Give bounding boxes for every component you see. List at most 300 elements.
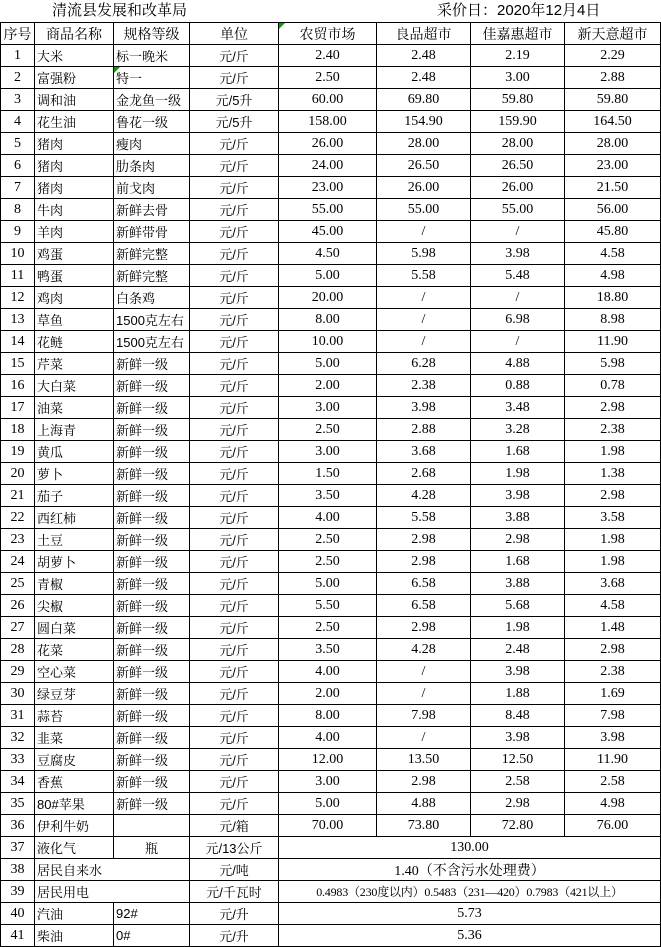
cell-unit-label: 元/斤 <box>219 401 249 416</box>
cell-product-name-label: 调和油 <box>37 93 77 108</box>
cell-product-name <box>35 903 114 925</box>
cell-price-xintianyi <box>565 793 661 815</box>
cell-product-name-label: 尖椒 <box>37 599 64 614</box>
cell-price-market-label: 70.00 <box>311 817 344 833</box>
cell-spec-grade <box>114 155 190 177</box>
cell-price-jiajiahui <box>471 639 565 661</box>
cell-price-xintianyi <box>565 815 661 837</box>
cell-price-market <box>279 221 377 243</box>
cell-product-name <box>35 595 114 617</box>
cell-price-market-label: 5.00 <box>315 575 340 591</box>
cell-spec-grade-label: 金龙鱼一级 <box>116 93 182 108</box>
cell-row-number-label: 20 <box>10 465 25 481</box>
cell-spec-grade <box>114 397 190 419</box>
cell-spec-grade <box>114 463 190 485</box>
cell-price-liangpin-label: 2.98 <box>411 773 436 789</box>
price-table-body <box>1 45 661 947</box>
cell-price-xintianyi <box>565 617 661 639</box>
cell-spec-grade-label: 特一 <box>116 71 143 86</box>
cell-unit <box>190 793 279 815</box>
cell-unit <box>190 331 279 353</box>
cell-price-market <box>279 177 377 199</box>
cell-price-jiajiahui <box>471 397 565 419</box>
cell-price-jiajiahui <box>471 353 565 375</box>
table-row <box>1 859 661 881</box>
cell-row-number <box>1 793 35 815</box>
cell-unit <box>190 837 279 859</box>
cell-spec-grade <box>114 507 190 529</box>
cell-price-xintianyi <box>565 727 661 749</box>
cell-product-name-label: 胡萝卜 <box>37 555 77 570</box>
column-header-1-label: 序号 <box>3 25 32 42</box>
cell-product-name-label: 茄子 <box>37 489 64 504</box>
cell-unit-label: 元/斤 <box>219 357 249 372</box>
cell-row-number-label: 12 <box>10 289 25 305</box>
cell-product-name <box>35 397 114 419</box>
cell-price-xintianyi-label: 76.00 <box>596 817 629 833</box>
cell-price-liangpin-label: 154.90 <box>404 113 443 129</box>
cell-price-liangpin <box>377 573 471 595</box>
cell-unit-label: 元/斤 <box>219 665 249 680</box>
cell-row-number-label: 4 <box>14 113 21 129</box>
cell-product-name <box>35 441 114 463</box>
table-row <box>1 353 661 375</box>
cell-product-name-label: 韭菜 <box>37 731 64 746</box>
cell-price-jiajiahui-label: 1.88 <box>505 685 530 701</box>
cell-row-number-label: 9 <box>14 223 21 239</box>
cell-price-liangpin <box>377 133 471 155</box>
cell-product-name <box>35 749 114 771</box>
cell-row-number-label: 25 <box>10 575 25 591</box>
cell-product-name <box>35 881 190 903</box>
cell-price-liangpin <box>377 199 471 221</box>
cell-row-number <box>1 265 35 287</box>
cell-price-jiajiahui <box>471 485 565 507</box>
cell-product-name <box>35 925 114 947</box>
cell-product-name-label: 居民自来水 <box>37 863 103 878</box>
cell-price-liangpin <box>377 683 471 705</box>
cell-row-number-label: 35 <box>10 795 25 811</box>
cell-price-market <box>279 45 377 67</box>
table-row <box>1 595 661 617</box>
cell-price-market <box>279 793 377 815</box>
table-row <box>1 485 661 507</box>
cell-product-name-label: 花生油 <box>37 115 77 130</box>
column-header-6 <box>377 23 471 45</box>
cell-price-market <box>279 287 377 309</box>
cell-spec-grade <box>114 265 190 287</box>
cell-price-jiajiahui <box>471 221 565 243</box>
cell-price-xintianyi <box>565 595 661 617</box>
cell-row-number <box>1 177 35 199</box>
cell-unit-label: 元/升 <box>219 907 249 922</box>
cell-row-number <box>1 111 35 133</box>
cell-price-xintianyi <box>565 155 661 177</box>
cell-price-market-label: 2.50 <box>315 421 340 437</box>
cell-row-number-label: 32 <box>10 729 25 745</box>
cell-price-jiajiahui-label: 28.00 <box>501 135 534 151</box>
cell-product-name-label: 豆腐皮 <box>37 753 77 768</box>
table-row <box>1 903 661 925</box>
cell-price-market <box>279 771 377 793</box>
cell-price-jiajiahui-label: 1.68 <box>505 443 530 459</box>
cell-spec-grade-label: 新鲜一级 <box>116 687 169 702</box>
price-table <box>0 22 661 947</box>
cell-product-name <box>35 419 114 441</box>
cell-row-number <box>1 507 35 529</box>
cell-unit <box>190 551 279 573</box>
cell-product-name-label: 圆白菜 <box>37 621 77 636</box>
cell-spec-grade-label: 新鲜一级 <box>116 357 169 372</box>
cell-product-name-label: 猪肉 <box>37 181 64 196</box>
cell-price-jiajiahui <box>471 199 565 221</box>
cell-product-name <box>35 243 114 265</box>
cell-unit-label: 元/斤 <box>219 599 249 614</box>
cell-spec-grade <box>114 617 190 639</box>
cell-row-number-label: 15 <box>10 355 25 371</box>
cell-row-number <box>1 771 35 793</box>
cell-price-jiajiahui <box>471 331 565 353</box>
cell-row-number <box>1 441 35 463</box>
cell-price-xintianyi <box>565 45 661 67</box>
cell-price-xintianyi <box>565 705 661 727</box>
cell-unit <box>190 749 279 771</box>
cell-product-name <box>35 617 114 639</box>
cell-unit <box>190 573 279 595</box>
cell-spec-grade <box>114 595 190 617</box>
table-row <box>1 375 661 397</box>
cell-price-market <box>279 155 377 177</box>
cell-spec-grade-label: 新鲜一级 <box>116 709 169 724</box>
cell-merged-price <box>279 859 661 881</box>
cell-product-name-label: 油菜 <box>37 401 64 416</box>
cell-price-jiajiahui <box>471 749 565 771</box>
cell-product-name-label: 伊利牛奶 <box>37 819 90 834</box>
cell-product-name <box>35 815 114 837</box>
cell-price-liangpin <box>377 265 471 287</box>
cell-row-number <box>1 903 35 925</box>
cell-unit <box>190 661 279 683</box>
table-row <box>1 749 661 771</box>
cell-product-name-label: 鸡肉 <box>37 291 64 306</box>
cell-unit-label: 元/斤 <box>219 753 249 768</box>
cell-product-name-label: 芹菜 <box>37 357 64 372</box>
cell-price-market-label: 2.40 <box>315 47 340 63</box>
cell-price-market <box>279 727 377 749</box>
cell-price-liangpin-label: / <box>421 289 426 305</box>
cell-price-xintianyi <box>565 485 661 507</box>
cell-price-market-label: 5.50 <box>315 597 340 613</box>
cell-price-xintianyi-label: 1.98 <box>600 443 625 459</box>
cell-unit <box>190 617 279 639</box>
cell-spec-grade-label: 92# <box>116 906 138 921</box>
table-row <box>1 397 661 419</box>
cell-price-xintianyi <box>565 353 661 375</box>
cell-price-jiajiahui-label: 3.48 <box>505 399 530 415</box>
cell-price-liangpin-label: 4.88 <box>411 795 436 811</box>
cell-price-xintianyi-label: 28.00 <box>596 135 629 151</box>
cell-spec-grade-label: 新鲜一级 <box>116 643 169 658</box>
table-row <box>1 177 661 199</box>
cell-price-jiajiahui-label: / <box>515 223 520 239</box>
cell-price-jiajiahui-label: 0.88 <box>505 377 530 393</box>
cell-price-liangpin <box>377 617 471 639</box>
cell-row-number <box>1 815 35 837</box>
cell-row-number <box>1 925 35 947</box>
cell-unit <box>190 199 279 221</box>
cell-row-number-label: 26 <box>10 597 25 613</box>
cell-unit <box>190 529 279 551</box>
cell-price-market <box>279 551 377 573</box>
cell-product-name-label: 液化气 <box>37 841 77 856</box>
cell-row-number-label: 11 <box>10 267 25 283</box>
cell-spec-grade <box>114 353 190 375</box>
cell-row-number-label: 16 <box>10 377 25 393</box>
cell-price-liangpin-label: / <box>421 311 426 327</box>
cell-row-number-label: 3 <box>14 91 21 107</box>
cell-price-liangpin <box>377 551 471 573</box>
cell-price-market <box>279 705 377 727</box>
cell-unit-label: 元/箱 <box>219 819 249 834</box>
cell-price-jiajiahui-label: 3.88 <box>505 575 530 591</box>
cell-price-liangpin <box>377 243 471 265</box>
cell-spec-grade <box>114 551 190 573</box>
cell-price-jiajiahui <box>471 595 565 617</box>
cell-price-market-label: 60.00 <box>311 91 344 107</box>
cell-row-number-label: 21 <box>10 487 25 503</box>
cell-price-liangpin <box>377 221 471 243</box>
table-row <box>1 573 661 595</box>
cell-price-market <box>279 133 377 155</box>
cell-price-market-label: 8.00 <box>315 707 340 723</box>
cell-spec-grade <box>114 375 190 397</box>
cell-spec-grade <box>114 309 190 331</box>
cell-price-market-label: 2.50 <box>315 69 340 85</box>
cell-product-name-label: 牛肉 <box>37 203 64 218</box>
cell-row-number <box>1 881 35 903</box>
column-header-5 <box>279 23 377 45</box>
cell-row-number <box>1 705 35 727</box>
cell-price-jiajiahui-label: 2.58 <box>505 773 530 789</box>
table-row <box>1 705 661 727</box>
cell-price-liangpin-label: 4.28 <box>411 641 436 657</box>
cell-spec-grade-label: 白条鸡 <box>116 291 156 306</box>
cell-spec-grade-label: 新鲜一级 <box>116 797 169 812</box>
cell-price-jiajiahui-label: 159.90 <box>498 113 537 129</box>
cell-merged-price-label: 1.40（不含污水处理费） <box>394 863 545 879</box>
cell-product-name <box>35 771 114 793</box>
cell-product-name <box>35 837 114 859</box>
cell-product-name-label: 蒜苔 <box>37 709 64 724</box>
cell-price-xintianyi-label: 4.98 <box>600 795 625 811</box>
cell-price-liangpin <box>377 749 471 771</box>
cell-product-name-label: 鸡蛋 <box>37 247 64 262</box>
cell-price-liangpin-label: 13.50 <box>407 751 440 767</box>
cell-price-jiajiahui-label: 5.68 <box>505 597 530 613</box>
cell-row-number-label: 24 <box>10 553 25 569</box>
cell-spec-grade <box>114 793 190 815</box>
cell-price-liangpin-label: 2.98 <box>411 619 436 635</box>
cell-price-xintianyi <box>565 177 661 199</box>
cell-price-xintianyi <box>565 331 661 353</box>
cell-price-xintianyi <box>565 133 661 155</box>
cell-price-xintianyi-label: 11.90 <box>597 751 628 767</box>
cell-price-market-label: 3.00 <box>315 443 340 459</box>
cell-row-number-label: 36 <box>10 817 25 833</box>
cell-unit-label: 元/斤 <box>219 247 249 262</box>
cell-product-name <box>35 309 114 331</box>
cell-unit-label: 元/升 <box>219 929 249 944</box>
cell-price-jiajiahui-label: 3.98 <box>505 245 530 261</box>
cell-price-jiajiahui-label: 5.48 <box>505 267 530 283</box>
cell-price-xintianyi-label: 2.88 <box>600 69 625 85</box>
cell-price-xintianyi-label: 56.00 <box>596 201 629 217</box>
cell-product-name-label: 西红柿 <box>37 511 77 526</box>
cell-row-number <box>1 199 35 221</box>
cell-spec-grade-label: 新鲜一级 <box>116 621 169 636</box>
cell-product-name <box>35 199 114 221</box>
cell-unit <box>190 705 279 727</box>
cell-price-market <box>279 529 377 551</box>
table-row <box>1 771 661 793</box>
cell-price-jiajiahui <box>471 375 565 397</box>
cell-product-name <box>35 793 114 815</box>
cell-price-market <box>279 397 377 419</box>
cell-spec-grade <box>114 221 190 243</box>
cell-price-xintianyi-label: 164.50 <box>593 113 632 129</box>
cell-price-liangpin-label: 2.88 <box>411 421 436 437</box>
column-header-8 <box>565 23 661 45</box>
cell-spec-grade-label: 新鲜一级 <box>116 555 169 570</box>
cell-product-name <box>35 265 114 287</box>
cell-price-liangpin <box>377 815 471 837</box>
cell-spec-grade <box>114 177 190 199</box>
cell-unit <box>190 683 279 705</box>
cell-price-liangpin <box>377 529 471 551</box>
cell-price-market-label: 3.50 <box>315 487 340 503</box>
cell-product-name <box>35 639 114 661</box>
cell-price-xintianyi-label: 59.80 <box>596 91 629 107</box>
table-row <box>1 265 661 287</box>
cell-spec-grade <box>114 67 190 89</box>
column-header-7 <box>471 23 565 45</box>
cell-price-market <box>279 815 377 837</box>
cell-unit <box>190 595 279 617</box>
cell-row-number <box>1 463 35 485</box>
table-row <box>1 507 661 529</box>
cell-price-xintianyi <box>565 221 661 243</box>
cell-price-jiajiahui-label: 4.88 <box>505 355 530 371</box>
cell-unit-label: 元/斤 <box>219 225 249 240</box>
cell-row-number <box>1 419 35 441</box>
cell-price-liangpin <box>377 353 471 375</box>
table-row <box>1 881 661 903</box>
cell-unit-label: 元/斤 <box>219 555 249 570</box>
cell-price-liangpin-label: 26.00 <box>407 179 440 195</box>
cell-unit-label: 元/斤 <box>219 577 249 592</box>
cell-price-jiajiahui-label: 2.98 <box>505 795 530 811</box>
cell-spec-grade <box>114 331 190 353</box>
cell-price-market-label: 24.00 <box>311 157 344 173</box>
cell-product-name-label: 羊肉 <box>37 225 64 240</box>
cell-unit <box>190 771 279 793</box>
cell-row-number-label: 30 <box>10 685 25 701</box>
cell-product-name-label: 大白菜 <box>37 379 77 394</box>
cell-price-xintianyi <box>565 309 661 331</box>
cell-price-jiajiahui <box>471 551 565 573</box>
cell-spec-grade-label: 前戈肉 <box>116 181 156 196</box>
cell-spec-grade-label: 新鲜一级 <box>116 753 169 768</box>
cell-price-xintianyi-label: 1.98 <box>600 553 625 569</box>
cell-price-market <box>279 419 377 441</box>
cell-row-number <box>1 67 35 89</box>
cell-product-name-label: 空心菜 <box>37 665 77 680</box>
cell-unit <box>190 375 279 397</box>
table-row <box>1 441 661 463</box>
cell-price-liangpin-label: 4.28 <box>411 487 436 503</box>
cell-price-liangpin <box>377 67 471 89</box>
cell-price-market <box>279 463 377 485</box>
cell-row-number <box>1 639 35 661</box>
cell-row-number <box>1 287 35 309</box>
cell-price-xintianyi-label: 2.38 <box>600 663 625 679</box>
cell-price-jiajiahui-label: 26.00 <box>501 179 534 195</box>
cell-product-name <box>35 661 114 683</box>
cell-price-jiajiahui-label: 6.98 <box>505 311 530 327</box>
table-row <box>1 529 661 551</box>
cell-unit <box>190 441 279 463</box>
table-row <box>1 133 661 155</box>
cell-unit <box>190 815 279 837</box>
cell-price-liangpin-label: 3.68 <box>411 443 436 459</box>
cell-price-liangpin <box>377 793 471 815</box>
cell-row-number <box>1 727 35 749</box>
cell-unit-label: 元/斤 <box>219 159 249 174</box>
cell-product-name <box>35 529 114 551</box>
cell-unit-label: 元/斤 <box>219 511 249 526</box>
cell-unit <box>190 221 279 243</box>
cell-spec-grade <box>114 837 190 859</box>
cell-price-liangpin <box>377 485 471 507</box>
table-row <box>1 309 661 331</box>
table-row <box>1 287 661 309</box>
cell-product-name <box>35 683 114 705</box>
cell-price-market-label: 2.50 <box>315 619 340 635</box>
cell-price-jiajiahui-label: 3.28 <box>505 421 530 437</box>
cell-product-name <box>35 287 114 309</box>
cell-price-market <box>279 67 377 89</box>
cell-product-name <box>35 705 114 727</box>
cell-price-xintianyi-label: 2.98 <box>600 641 625 657</box>
cell-price-market-label: 1.50 <box>315 465 340 481</box>
cell-price-jiajiahui-label: 1.68 <box>505 553 530 569</box>
table-row <box>1 551 661 573</box>
cell-price-xintianyi <box>565 397 661 419</box>
cell-price-xintianyi <box>565 529 661 551</box>
cell-price-xintianyi <box>565 287 661 309</box>
cell-price-xintianyi-label: 4.58 <box>600 245 625 261</box>
table-row <box>1 111 661 133</box>
cell-price-jiajiahui-label: 1.98 <box>505 619 530 635</box>
column-header-4 <box>190 23 279 45</box>
cell-price-xintianyi <box>565 749 661 771</box>
cell-price-jiajiahui-label: 72.80 <box>501 817 534 833</box>
cell-price-jiajiahui <box>471 287 565 309</box>
cell-spec-grade-label: 鲁花一级 <box>116 115 169 130</box>
cell-spec-grade-label: 新鲜一级 <box>116 445 169 460</box>
cell-price-market-label: 4.50 <box>315 245 340 261</box>
cell-spec-grade-label: 新鲜一级 <box>116 467 169 482</box>
